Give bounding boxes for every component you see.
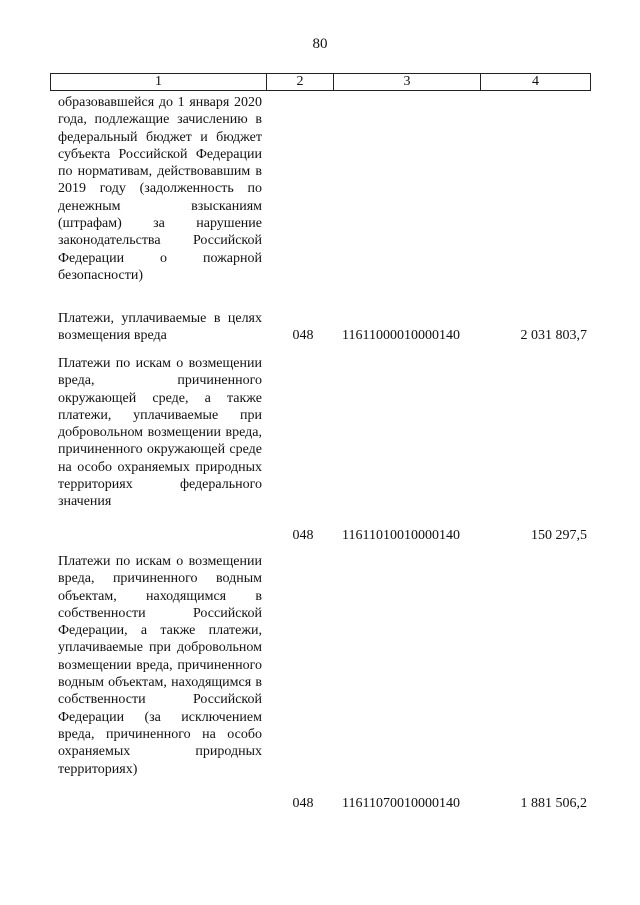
amount: 1 881 506,2 xyxy=(520,796,587,811)
admin-code: 048 xyxy=(292,528,314,543)
column-header-1: 1 xyxy=(51,74,267,90)
column-header-3: 3 xyxy=(334,74,481,90)
amount: 150 297,5 xyxy=(531,528,587,543)
admin-code: 048 xyxy=(292,796,314,811)
column-header-4: 4 xyxy=(532,74,539,89)
row-description: образовавшейся до 1 января 2020 года, подлежащие зачислению в федеральный бюджет и бюджет субъекта Российской Федерации по нормативам, действовавшим в 2019 году (задолженность по денежным взысканиям (штрафам) за нарушение законодательства Российской Федерации о пожарной безопасности) xyxy=(58,95,262,283)
page-number: 80 xyxy=(312,36,328,52)
column-header-2: 2 xyxy=(267,74,334,90)
amount: 2 031 803,7 xyxy=(520,328,587,343)
row-description: Платежи по искам о возмещении вреда, причиненного водным объектам, находящимся в собственности Российской Федерации, а также платежи, уплачиваемые при добровольном возмещении вреда, причиненного водным объектам, находящимся в собственности Российской Федерации (за исключением вреда, причиненного на особо охраняемых природных территориях) xyxy=(58,554,262,777)
row-description: Платежи по искам о возмещении вреда, причиненного окружающей среде, а также платежи, уплачиваемые при добровольном возмещении вреда, причиненного окружающей среде на особо охраняемых природных территориях федерального значения xyxy=(58,356,262,510)
kbk-code: 11611010010000140 xyxy=(342,528,460,543)
kbk-code: 11611000010000140 xyxy=(342,328,460,343)
admin-code: 048 xyxy=(292,328,314,343)
row-description: Платежи, уплачиваемые в целях возмещения вреда xyxy=(58,311,262,344)
kbk-code: 11611070010000140 xyxy=(342,796,460,811)
table-header xyxy=(50,73,591,91)
